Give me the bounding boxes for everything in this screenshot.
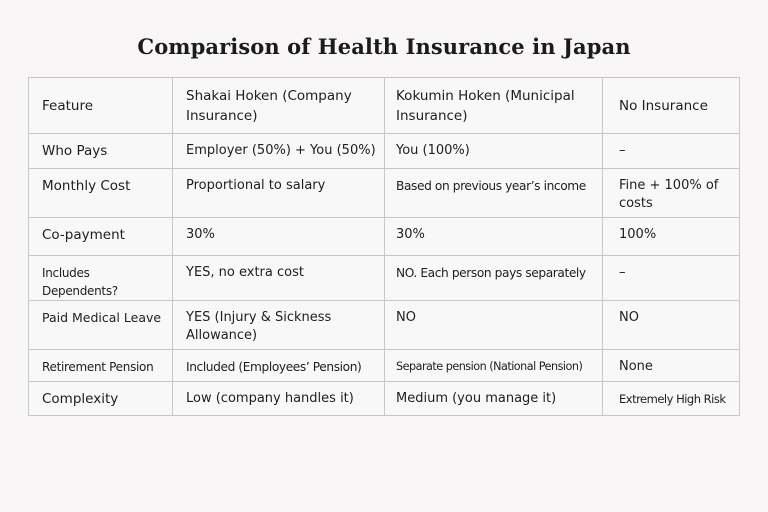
row-feature-label: Includes Dependents? — [29, 256, 173, 301]
table-cell: Low (company handles it) — [173, 382, 385, 416]
header-shakai-hoken: Shakai Hoken (Company Insurance) — [173, 78, 385, 134]
table-row — [29, 350, 740, 382]
table-row — [29, 256, 740, 301]
table-cell: YES (Injury & Sickness Allowance) — [173, 301, 385, 350]
table-cell: NO — [603, 301, 740, 350]
table-cell: Extremely High Risk — [603, 382, 740, 416]
table-row — [29, 134, 740, 169]
row-feature-label: Co-payment — [29, 218, 173, 256]
row-feature-label: Retirement Pension — [29, 350, 173, 382]
table-cell: None — [603, 350, 740, 382]
table-cell: Fine + 100% of costs — [603, 169, 740, 218]
table-cell: – — [603, 134, 740, 169]
table-cell: Proportional to salary — [173, 169, 385, 218]
header-feature: Feature — [29, 78, 173, 134]
header-no-insurance: No Insurance — [603, 78, 740, 134]
table-cell: 30% — [385, 218, 603, 256]
table-cell: 100% — [603, 218, 740, 256]
row-feature-label: Monthly Cost — [29, 169, 173, 218]
row-feature-label: Who Pays — [29, 134, 173, 169]
comparison-table — [28, 77, 740, 416]
table-cell: Separate pension (National Pension) — [385, 350, 603, 382]
table-cell: – — [603, 256, 740, 301]
table-row — [29, 382, 740, 416]
table-cell: YES, no extra cost — [173, 256, 385, 301]
table-cell: Employer (50%) + You (50%) — [173, 134, 385, 169]
table-header-row — [29, 78, 740, 134]
table-row — [29, 301, 740, 350]
table-row — [29, 218, 740, 256]
table-cell: 30% — [173, 218, 385, 256]
table-cell: NO. Each person pays separately — [385, 256, 603, 301]
table-cell: You (100%) — [385, 134, 603, 169]
table-cell: NO — [385, 301, 603, 350]
table-cell: Included (Employees’ Pension) — [173, 350, 385, 382]
table-row — [29, 169, 740, 218]
row-feature-label: Complexity — [29, 382, 173, 416]
table-cell: Medium (you manage it) — [385, 382, 603, 416]
header-kokumin-hoken: Kokumin Hoken (Municipal Insurance) — [385, 78, 603, 134]
row-feature-label: Paid Medical Leave — [29, 301, 173, 350]
table-cell: Based on previous year’s income — [385, 169, 603, 218]
page-title: Comparison of Health Insurance in Japan — [137, 34, 631, 59]
